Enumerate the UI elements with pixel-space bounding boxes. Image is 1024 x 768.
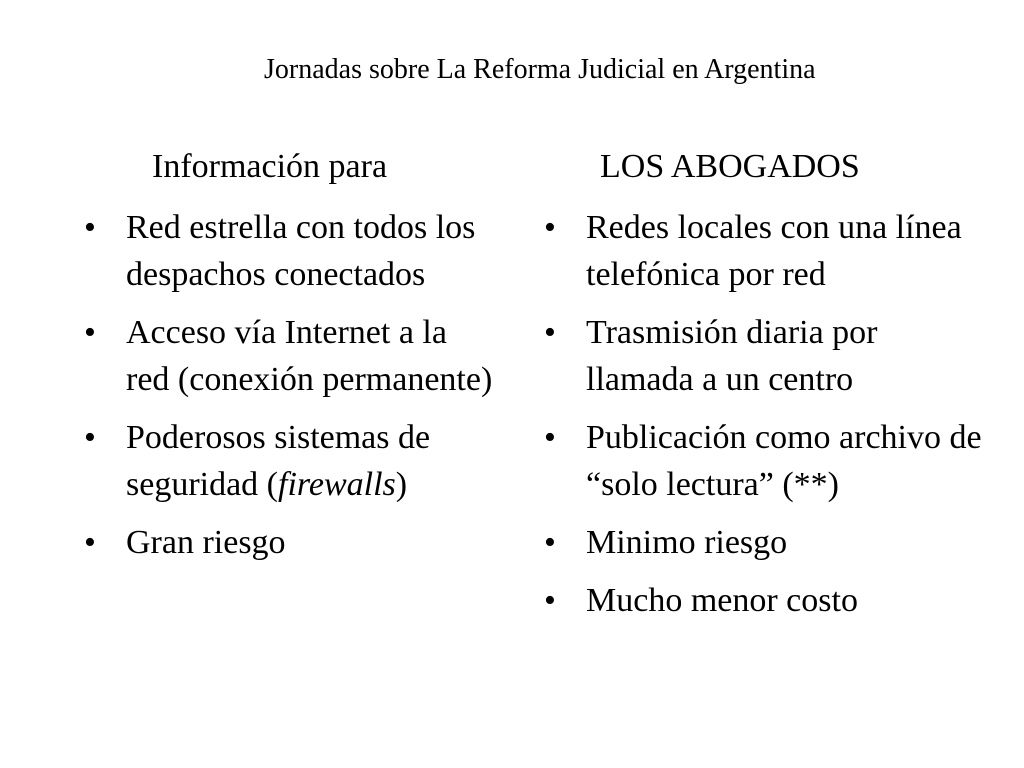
bullet-text-before: Poderosos sistemas de seguridad ( bbox=[126, 419, 431, 503]
bullet-item: • Redes locales con una línea telefónica por red bbox=[544, 204, 984, 298]
bullet-item: • Gran riesgo bbox=[84, 519, 494, 566]
right-bullet-list bbox=[544, 204, 984, 635]
bullet-item: • Red estrella con todos los despachos conectados bbox=[84, 204, 494, 298]
left-column-heading: Información para bbox=[152, 148, 388, 185]
bullet-item: • Publicación como archivo de “solo lectura” (**) bbox=[544, 414, 984, 508]
bullet-item bbox=[84, 414, 494, 508]
left-bullet-list bbox=[84, 204, 494, 577]
bullet-item: • Acceso vía Internet a la red (conexión permanente) bbox=[84, 309, 494, 403]
bullet-item: • Trasmisión diaria por llamada a un centro bbox=[544, 309, 984, 403]
bullet-text-after: ) bbox=[395, 466, 408, 503]
slide-header-title: Jornadas sobre La Reforma Judicial en Argentina bbox=[264, 54, 816, 85]
bullet-text-italic: firewalls bbox=[278, 466, 396, 503]
bullet-item: • Minimo riesgo bbox=[544, 519, 984, 566]
right-column-heading: LOS ABOGADOS bbox=[600, 148, 860, 185]
bullet-item: • Mucho menor costo bbox=[544, 577, 984, 624]
